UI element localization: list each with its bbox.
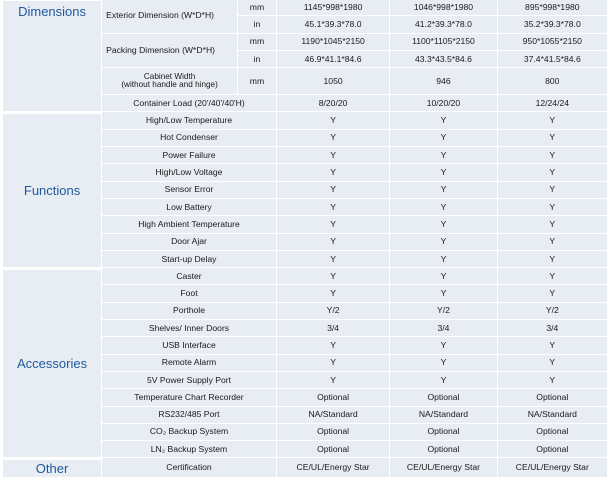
value-cell: Y xyxy=(390,164,496,180)
exterior-dimension-label: Exterior Dimension (W*D*H) xyxy=(102,0,237,33)
row-label: Certification xyxy=(102,458,276,476)
value-cell: Y/2 xyxy=(277,303,389,319)
section-other: Other xyxy=(3,458,101,476)
value-cell: Y xyxy=(390,268,496,284)
value-cell: 1190*1045*2150 xyxy=(277,34,389,50)
value-cell: 41.2*39.3*78.0 xyxy=(390,16,496,32)
unit-cell: mm xyxy=(238,68,276,94)
value-cell: Y xyxy=(498,216,607,232)
value-cell: Optional xyxy=(498,441,607,457)
spec-table xyxy=(2,0,608,478)
value-cell: Optional xyxy=(498,389,607,405)
value-cell: Y xyxy=(277,182,389,198)
row-label: Caster xyxy=(102,268,276,284)
value-cell: Y xyxy=(390,372,496,388)
value-cell: Y xyxy=(277,285,389,301)
value-cell: 800 xyxy=(498,68,607,94)
value-cell: Y xyxy=(498,182,607,198)
row-label: Low Battery xyxy=(102,199,276,215)
value-cell: 1145*998*1980 xyxy=(277,0,389,15)
value-cell: CE/UL/Energy Star xyxy=(390,458,496,476)
value-cell: Y xyxy=(277,234,389,250)
value-cell: 3/4 xyxy=(390,320,496,336)
value-cell: Y xyxy=(390,199,496,215)
value-cell: 43.3*43.5*84.6 xyxy=(390,51,496,67)
value-cell: Y xyxy=(390,182,496,198)
value-cell: Y xyxy=(277,337,389,353)
value-cell: Y xyxy=(277,164,389,180)
value-cell: Y xyxy=(390,234,496,250)
row-label: Hot Condenser xyxy=(102,130,276,146)
table-row xyxy=(3,268,607,284)
row-label: Start-up Delay xyxy=(102,251,276,267)
value-cell: Y xyxy=(498,337,607,353)
row-label: USB Interface xyxy=(102,337,276,353)
row-label: Temperature Chart Recorder xyxy=(102,389,276,405)
value-cell: Y xyxy=(498,251,607,267)
value-cell: Y/2 xyxy=(390,303,496,319)
value-cell: Y xyxy=(498,355,607,371)
value-cell: Y xyxy=(277,112,389,128)
value-cell: 1100*1105*2150 xyxy=(390,34,496,50)
value-cell: 46.9*41.1*84.6 xyxy=(277,51,389,67)
packing-dimension-label: Packing Dimension (W*D*H) xyxy=(102,34,237,68)
value-cell: 946 xyxy=(390,68,496,94)
table-row xyxy=(3,458,607,476)
table-row xyxy=(3,0,607,15)
value-cell: 1046*998*1980 xyxy=(390,0,496,15)
value-cell: Y xyxy=(498,147,607,163)
value-cell: Y xyxy=(277,216,389,232)
value-cell: Optional xyxy=(390,389,496,405)
value-cell: 35.2*39.3*78.0 xyxy=(498,16,607,32)
value-cell: Optional xyxy=(390,424,496,440)
row-label: CO₂ Backup System xyxy=(102,424,276,440)
value-cell: Y xyxy=(498,372,607,388)
value-cell: 8/20/20 xyxy=(277,95,389,111)
value-cell: Y xyxy=(277,268,389,284)
value-cell: 12/24/24 xyxy=(498,95,607,111)
value-cell: Y xyxy=(498,130,607,146)
value-cell: Y xyxy=(498,199,607,215)
unit-cell: mm xyxy=(238,34,276,50)
value-cell: Y xyxy=(277,355,389,371)
value-cell: 3/4 xyxy=(498,320,607,336)
value-cell: Y xyxy=(277,199,389,215)
cabinet-width-label-line1: Cabinet Width xyxy=(143,71,196,81)
unit-cell: in xyxy=(238,16,276,32)
value-cell: CE/UL/Energy Star xyxy=(277,458,389,476)
value-cell: 3/4 xyxy=(277,320,389,336)
value-cell: Y xyxy=(390,147,496,163)
other-section xyxy=(3,458,607,476)
value-cell: Y/2 xyxy=(498,303,607,319)
row-label: High Ambient Temperature xyxy=(102,216,276,232)
value-cell: Y xyxy=(498,268,607,284)
value-cell: NA/Standard xyxy=(277,407,389,423)
value-cell: Y xyxy=(498,234,607,250)
cabinet-width-label-line2: (without handle and hinge) xyxy=(121,80,218,90)
value-cell: 895*998*1980 xyxy=(498,0,607,15)
value-cell: 1050 xyxy=(277,68,389,94)
value-cell: Y xyxy=(390,112,496,128)
row-label: Foot xyxy=(102,285,276,301)
row-label: Porthole xyxy=(102,303,276,319)
value-cell: Y xyxy=(390,130,496,146)
value-cell: CE/UL/Energy Star xyxy=(498,458,607,476)
value-cell: Optional xyxy=(390,441,496,457)
value-cell: Optional xyxy=(277,424,389,440)
value-cell: Optional xyxy=(498,424,607,440)
value-cell: Y xyxy=(277,251,389,267)
value-cell: 45.1*39.3*78.0 xyxy=(277,16,389,32)
value-cell: Optional xyxy=(277,389,389,405)
value-cell: Y xyxy=(277,130,389,146)
row-label: High/Low Temperature xyxy=(102,112,276,128)
section-dimensions: Dimensions xyxy=(3,0,101,111)
row-label: Power Failure xyxy=(102,147,276,163)
value-cell: Y xyxy=(277,372,389,388)
section-accessories: Accessories xyxy=(3,268,101,457)
row-label: Remote Alarm xyxy=(102,355,276,371)
table-row xyxy=(3,112,607,128)
row-label: Door Ajar xyxy=(102,234,276,250)
value-cell: Y xyxy=(498,285,607,301)
value-cell: Y xyxy=(277,147,389,163)
value-cell: Y xyxy=(390,355,496,371)
value-cell: 10/20/20 xyxy=(390,95,496,111)
value-cell: NA/Standard xyxy=(498,407,607,423)
container-load-label: Container Load (20'/40'/40'H) xyxy=(102,95,276,111)
value-cell: Y xyxy=(390,337,496,353)
row-label: 5V Power Supply Port xyxy=(102,372,276,388)
row-label: Sensor Error xyxy=(102,182,276,198)
value-cell: Y xyxy=(498,164,607,180)
section-functions: Functions xyxy=(3,112,101,267)
value-cell: 37.4*41.5*84.6 xyxy=(498,51,607,67)
value-cell: Y xyxy=(390,285,496,301)
accessories-section xyxy=(3,268,607,457)
functions-section xyxy=(3,112,607,267)
value-cell: Y xyxy=(390,216,496,232)
value-cell: Optional xyxy=(277,441,389,457)
cabinet-width-label xyxy=(102,68,237,94)
unit-cell: mm xyxy=(238,0,276,15)
unit-cell: in xyxy=(238,51,276,67)
value-cell: Y xyxy=(498,112,607,128)
row-label: RS232/485 Port xyxy=(102,407,276,423)
row-label: High/Low Voltage xyxy=(102,164,276,180)
row-label: LN₂ Backup System xyxy=(102,441,276,457)
value-cell: 950*1055*2150 xyxy=(498,34,607,50)
value-cell: Y xyxy=(390,251,496,267)
row-label: Shelves/ Inner Doors xyxy=(102,320,276,336)
value-cell: NA/Standard xyxy=(390,407,496,423)
